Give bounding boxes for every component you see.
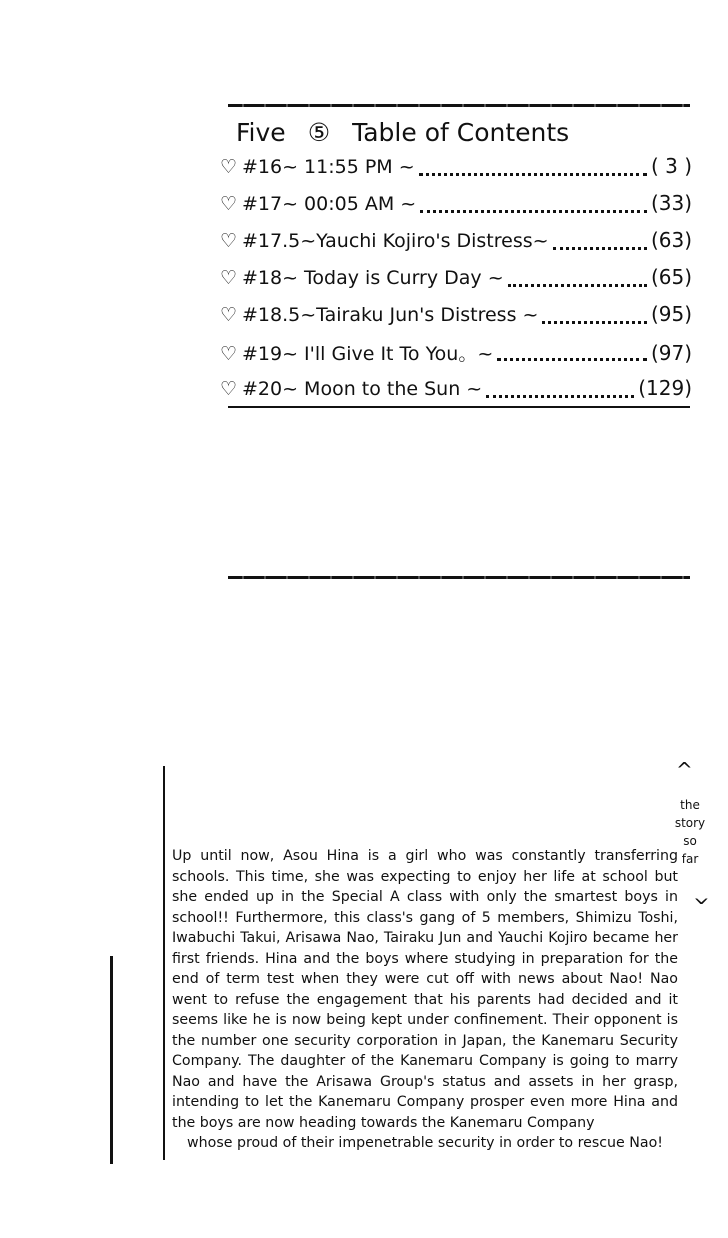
toc-entry [220, 265, 692, 302]
toc-entry-label: #16~ 11:55 PM ~ [242, 156, 415, 178]
toc-entry-page: (33) [650, 191, 692, 215]
toc-entry-page: (65) [650, 265, 692, 289]
dot-leader [486, 395, 634, 398]
dot-leader [419, 173, 647, 176]
toc-entry-label: #17~ 00:05 AM ~ [242, 193, 417, 215]
side-label-line: story [674, 816, 706, 830]
toc-entry-page: (95) [650, 302, 692, 326]
top-decorative-rule [228, 104, 690, 107]
toc-heading [236, 116, 696, 150]
middle-decorative-rule [228, 576, 690, 579]
side-label-line: so [683, 834, 697, 848]
dot-leader [508, 284, 647, 287]
toc-entry-label: #20~ Moon to the Sun ~ [242, 378, 483, 400]
toc-entry [220, 154, 692, 191]
heart-icon: ♡ [220, 193, 238, 215]
side-label-line: far [681, 852, 699, 866]
heart-icon: ♡ [220, 304, 238, 326]
story-summary [172, 846, 678, 1154]
side-label-line: the [680, 798, 700, 812]
caret-up-icon: ^ [676, 758, 693, 782]
toc-entry-page: (129) [638, 376, 692, 400]
toc-entry [220, 191, 692, 228]
heart-icon: ♡ [220, 267, 238, 289]
story-border-line [163, 766, 165, 1160]
toc-entry [220, 339, 692, 376]
heart-icon: ♡ [220, 230, 238, 252]
heart-icon: ♡ [220, 156, 238, 178]
margin-bar [110, 956, 113, 1164]
toc-list [220, 154, 692, 413]
toc-entry-label: #19~ I'll Give It To You。~ [242, 343, 494, 365]
dot-leader [553, 247, 647, 250]
toc-entry-label: #18~ Today is Curry Day ~ [242, 267, 504, 289]
volume-number: ⑤ [307, 118, 331, 147]
story-body: Up until now, Asou Hina is a girl who was constantly transferring schools. This time, she was expecting to enjoy her life at school but she ended up in the Special A class with only the smartest boys in school!! Furthermore, this class's gang of 5 members, Shimizu Toshi, Iwabuchi Takui, Arisawa Nao, Tairaku Jun and Yauchi Kojiro became her first friends. Hina and the boys where studying in preparation for the end of term test when they were cut off with news about Nao! Nao went to refuse the engagement that his parents had decided and it seems like he is now being kept under confinement. Their opponent is the number one security corporation in Japan, the Kanemaru Security Company. The daughter of the Kanemaru Company is going to marry Nao and have the Arisawa Group's status and assets in her grasp, intending to let the Kanemaru Company prosper even more Hina and the boys are now heading towards the Kanemaru Company [172, 848, 678, 1131]
heart-icon: ♡ [220, 343, 238, 365]
dot-leader [420, 210, 647, 213]
toc-entry [220, 228, 692, 265]
caret-down-icon: ^ [693, 884, 710, 908]
toc-entry-page: ( 3 ) [650, 154, 692, 178]
toc-entry-page: (63) [650, 228, 692, 252]
heart-icon: ♡ [220, 378, 238, 400]
toc-title: Table of Contents [352, 118, 570, 147]
toc-entry-label: #18.5~Tairaku Jun's Distress ~ [242, 304, 539, 326]
toc-underline [228, 406, 690, 408]
toc-entry [220, 302, 692, 339]
story-last-line: whose proud of their impenetrable security in order to rescue Nao! [187, 1135, 663, 1151]
dot-leader [497, 358, 647, 361]
volume-word: Five [236, 118, 286, 147]
toc-entry-page: (97) [650, 341, 692, 365]
dot-leader [542, 321, 647, 324]
toc-entry-label: #17.5~Yauchi Kojiro's Distress~ [242, 230, 549, 252]
